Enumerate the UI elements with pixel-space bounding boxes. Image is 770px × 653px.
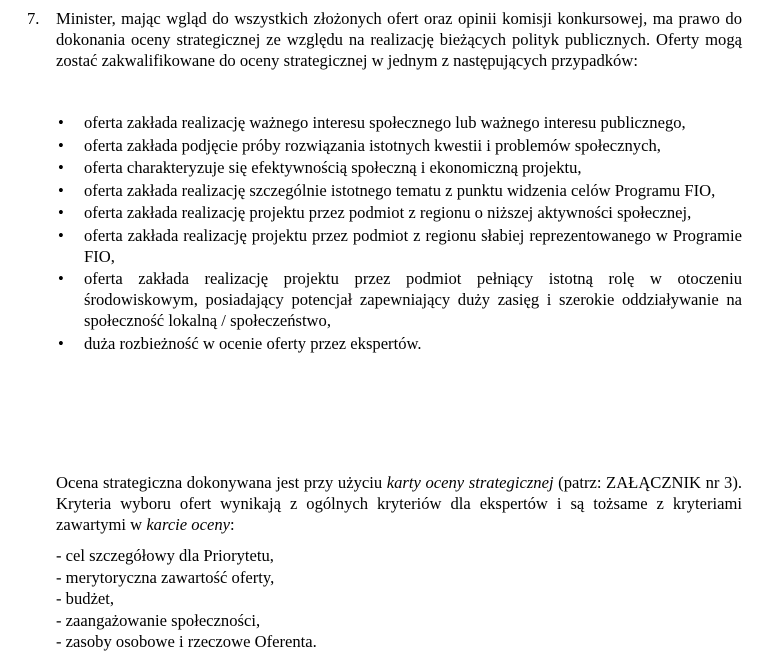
section-number: 7. (27, 9, 40, 28)
list-item (56, 157, 742, 178)
list-item (56, 202, 742, 223)
list-item: - zaangażowanie społeczności, (56, 610, 261, 630)
paragraph-italic-term: karcie oceny (146, 515, 230, 534)
bullet-icon: • (58, 158, 64, 177)
list-item-text: oferta zakłada realizację szczególnie istotnego tematu z punktu widzenia celów Programu FIO, (84, 180, 716, 200)
bullet-icon: • (58, 269, 64, 288)
list-item-text: oferta charakteryzuje się efektywnością społeczną i ekonomiczną projektu, (84, 158, 582, 177)
list-item (56, 112, 742, 133)
bullet-icon: • (58, 333, 64, 353)
list-item-text: oferta zakłada realizację projektu przez podmiot pełniący istotną rolę w otoczeniu środowiskowym, posiadający potencjał zapewniający duży zasięg i szerokie oddziaływanie na społeczność lokalną / społeczeństwo, (84, 269, 742, 330)
bullet-icon: • (58, 225, 64, 245)
list-item (56, 268, 742, 331)
paragraph-italic-term: karty oceny strategicznej (386, 473, 554, 492)
list-item-text: oferta zakłada realizację projektu przez podmiot z regionu słabiej reprezentowanego w Programie FIO, (84, 225, 742, 266)
strategic-cases-list (56, 112, 742, 355)
bullet-icon: • (58, 180, 64, 200)
paragraph-text: : (230, 515, 235, 534)
list-item-text: duża rozbieżność w ocenie oferty przez ekspertów. (84, 333, 422, 353)
list-item (56, 225, 742, 267)
list-item-text: oferta zakłada podjęcie próby rozwiązania istotnych kwestii i problemów społecznych, (84, 135, 661, 155)
section-intro: Minister, mając wgląd do wszystkich złożonych ofert oraz opinii komisji konkursowej, ma prawo do dokonania oceny strategicznej ze względu na realizację bieżących polityk publicznych. Oferty mogą zostać zakwalifikowane do oceny strategicznej w jednym z następujących przypadków: (56, 9, 742, 70)
bullet-icon: • (58, 135, 64, 155)
paragraph-text: Ocena strategiczna dokonywana jest przy użyciu (56, 473, 387, 492)
criteria-list (56, 545, 742, 653)
list-item: - cel szczegółowy dla Priorytetu, (56, 546, 274, 565)
bullet-icon: • (58, 203, 64, 222)
list-item-text: oferta zakłada realizację ważnego interesu społecznego lub ważnego interesu publicznego, (84, 113, 686, 132)
list-item: - budżet, (56, 589, 115, 608)
list-item (56, 333, 742, 354)
list-item: - merytoryczna zawartość oferty, (56, 567, 275, 587)
bullet-icon: • (58, 113, 64, 132)
list-item (56, 180, 742, 201)
evaluation-paragraph (56, 472, 742, 535)
list-item (56, 135, 742, 156)
list-item-text: oferta zakłada realizację projektu przez podmiot z regionu o niższej aktywności społecznej, (84, 203, 692, 222)
paragraph-text: (patrz: ZAŁĄCZNIK nr 3). Kryteria wyboru ofert wynikają z ogólnych kryteriów dla ekspertów i są tożsame z kryteriami zawartymi w (56, 473, 742, 534)
list-item: - zasoby osobowe i rzeczowe Oferenta. (56, 632, 317, 651)
